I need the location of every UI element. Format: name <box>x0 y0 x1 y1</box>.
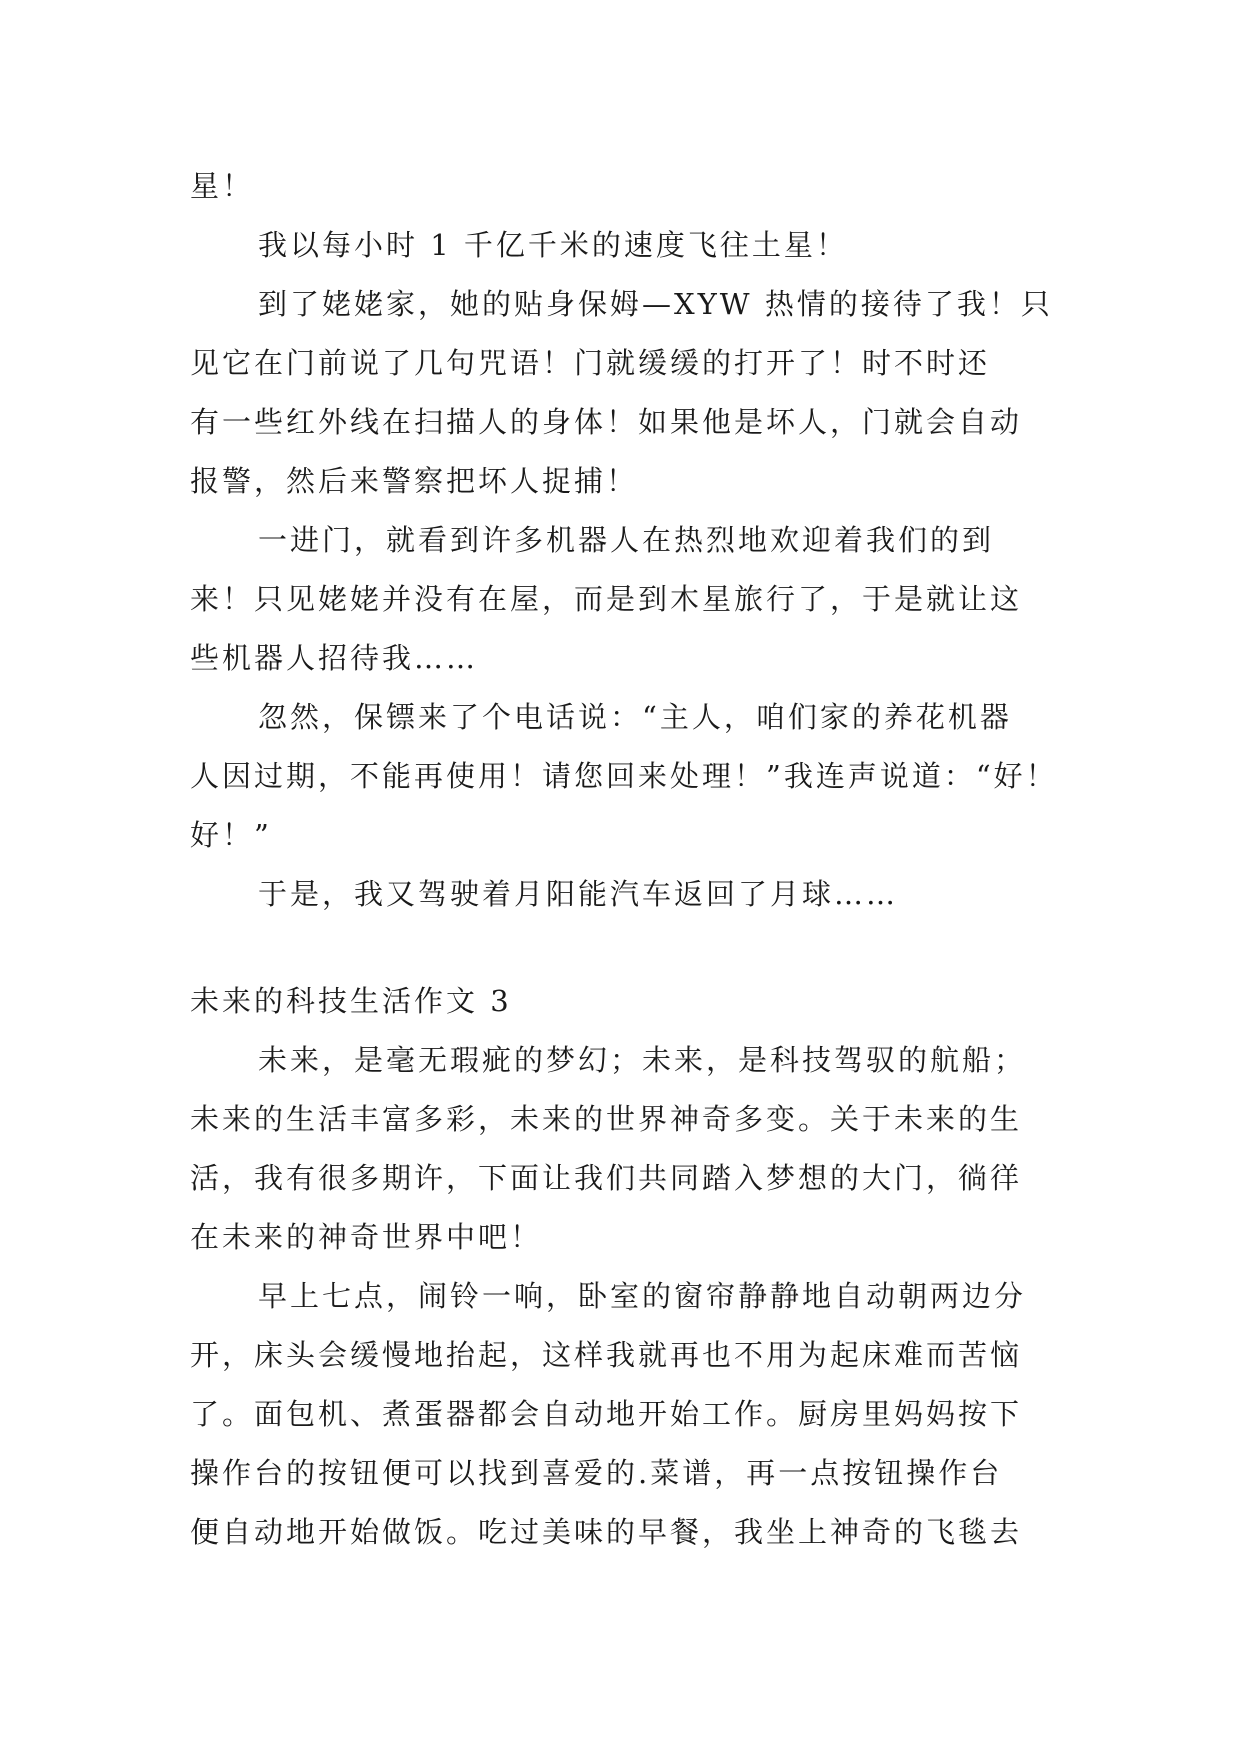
text-line: 了。面包机、煮蛋器都会自动地开始工作。厨房里妈妈按下 <box>190 1397 1023 1431</box>
text-line: 未来的生活丰富多彩，未来的世界神奇多变。关于未来的生 <box>190 1102 1023 1136</box>
text-line: 报警，然后来警察把坏人捉捕！ <box>190 464 639 498</box>
text-line: 星！ <box>190 169 255 203</box>
paragraph-first-line: 一进门，就看到许多机器人在热烈地欢迎着我们的到 <box>258 523 995 557</box>
text-line: 些机器人招待我…… <box>190 641 479 675</box>
text-line: 操作台的按钮便可以找到喜爱的.菜谱，再一点按钮操作台 <box>190 1456 1003 1490</box>
paragraph-first-line: 到了姥姥家，她的贴身保姆—XYW 热情的接待了我！只 <box>258 287 1053 321</box>
text-line: 活，我有很多期许，下面让我们共同踏入梦想的大门，徜徉 <box>190 1161 1023 1195</box>
text-line: 便自动地开始做饭。吃过美味的早餐，我坐上神奇的飞毯去 <box>190 1515 1023 1549</box>
paragraph-first-line: 于是，我又驾驶着月阳能汽车返回了月球…… <box>258 877 899 911</box>
text-line: 开，床头会缓慢地抬起，这样我就再也不用为起床难而苦恼 <box>190 1338 1023 1372</box>
paragraph-first-line: 我以每小时 1 千亿千米的速度飞往土星！ <box>258 228 848 262</box>
text-line: 来！只见姥姥并没有在屋，而是到木星旅行了，于是就让这 <box>190 582 1023 616</box>
paragraph-first-line: 早上七点，闹铃一响，卧室的窗帘静静地自动朝两边分 <box>258 1279 1027 1313</box>
text-line: 人因过期，不能再使用！请您回来处理！”我连声说道：“好！ <box>190 759 1058 793</box>
text-line: 好！” <box>190 818 272 852</box>
paragraph-first-line: 未来，是毫无瑕疵的梦幻；未来，是科技驾驭的航船； <box>258 1043 1027 1077</box>
text-line: 在未来的神奇世界中吧！ <box>190 1220 543 1254</box>
section-heading: 未来的科技生活作文 3 <box>190 984 512 1018</box>
text-line: 有一些红外线在扫描人的身体！如果他是坏人，门就会自动 <box>190 405 1023 439</box>
text-line: 见它在门前说了几句咒语！门就缓缓的打开了！时不时还 <box>190 346 991 380</box>
paragraph-first-line: 忽然，保镖来了个电话说：“主人，咱们家的养花机器 <box>258 700 1012 734</box>
